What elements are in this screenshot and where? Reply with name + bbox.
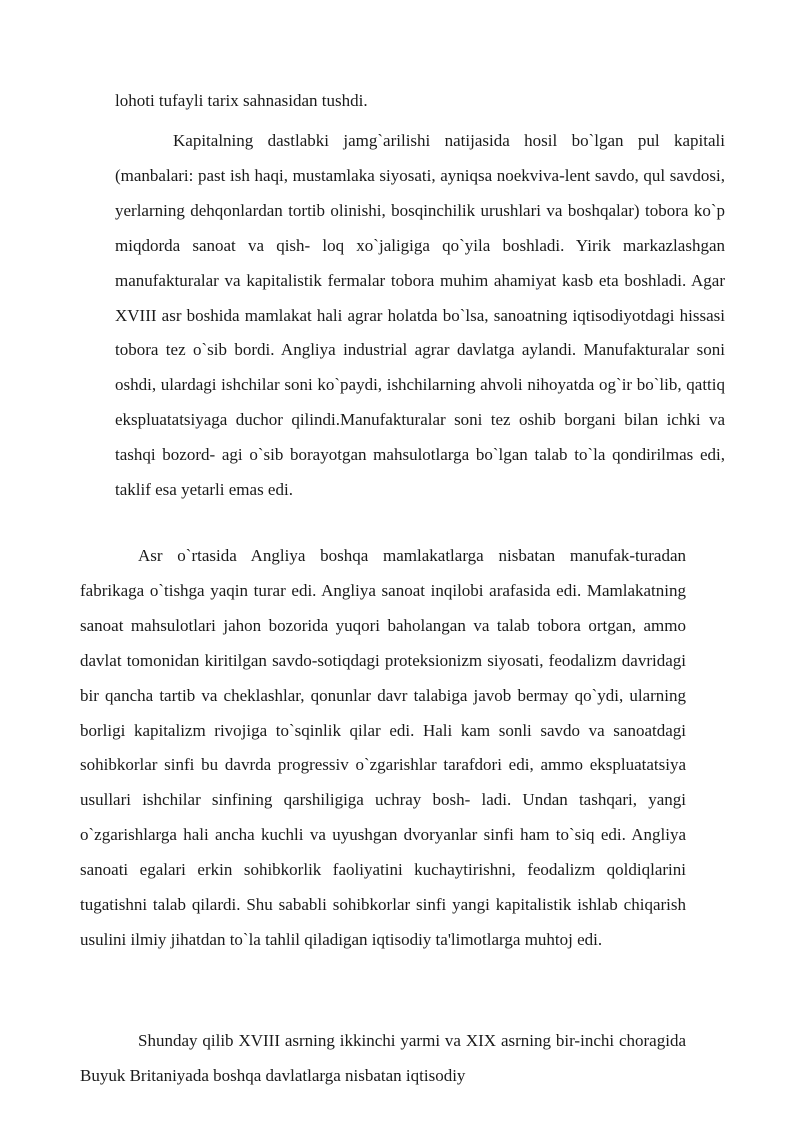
paragraph-conclusion-start: Shunday qilib XVIII asrning ikkinchi yarmi va XIX asrning bir-inchi choragida Buyuk Britaniyada boshqa davlatlarga nisbatan iqtisodiy [80, 1031, 686, 1085]
paragraph-capital-accumulation: Kapitalning dastlabki jamg`arilishi natijasida hosil bo`lgan pul kapitali (manbalari: past ish haqi, mustamlaka siyosati, ayniqsa noekviva-lent savdo, qul savdosi, yerlarning dehqonlardan tortib olinishi, bosqinchilik urushlari va boshqalar) tobora ko`p miqdorda sanoat va qish- loq xo`jaligiga qo`yila boshladi. Yirik markazlashgan manufakturalar va kapitalistik fermalar tobora muhim ahamiyat kasb eta boshladi. Agar XVIII asr boshida mamlakat hali agrar holatda bo`lsa, sanoatning iqtisodiyotdagi hissasi tobora tez o`sib bordi. Angliya industrial agrar davlatga aylandi. Manufakturalar soni oshdi, ulardagi ishchilar soni ko`paydi, ishchilarning ahvoli nihoyatda og`ir bo`lib, qattiq ekspluatatsiyaga duchor qilindi.Manufakturalar soni tez oshib borgani bilan ichki va tashqi bozord- agi o`sib borayotgan mahsulotlarga bo`lgan talab to`la qondirilmas edi, taklif esa yetarli emas edi. [115, 131, 725, 500]
paragraph-continuation: lohoti tufayli tarix sahnasidan tushdi. [115, 91, 368, 110]
paragraph-mid-century-england: Asr o`rtasida Angliya boshqa mamlakatlarga nisbatan manufak-turadan fabrikaga o`tishga yaqin turar edi. Angliya sanoat inqilobi arafasida edi. Mamlakatning sanoat mahsulotlari jahon bozorida yuqori baholangan va talab tobora ortgan, ammo davlat tomonidan kiritilgan savdo-sotiqdagi proteksionizm siyosati, feodalizm davridagi bir qancha tartib va cheklashlar, qonunlar davr talabiga javob bermay qo`ydi, ularning borligi kapitalizm rivojiga to`sqinlik qilar edi. Hali kam sonli savdo va sanoatdagi sohibkorlar sinfi bu davrda progressiv o`zgarishlar tarafdori edi, ammo ekspluatatsiya usullari ishchilar sinfining qarshiligiga uchray bosh- ladi. Undan tashqari, yangi o`zgarishlarga hali ancha kuchli va uyushgan dvoryanlar sinfi ham to`siq edi. Angliya sanoati egalari erkin sohibkorlik faoliyatini kuchaytirishni, feodalizm qoldiqlarini tugatishni talab qilardi. Shu sababli sohibkorlar sinfi yangi kapitalistik ishlab chiqarish usulini ilmiy jihatdan to`la tahlil qiladigan iqtisodiy ta'limotlarga muhtoj edi. [80, 546, 686, 949]
